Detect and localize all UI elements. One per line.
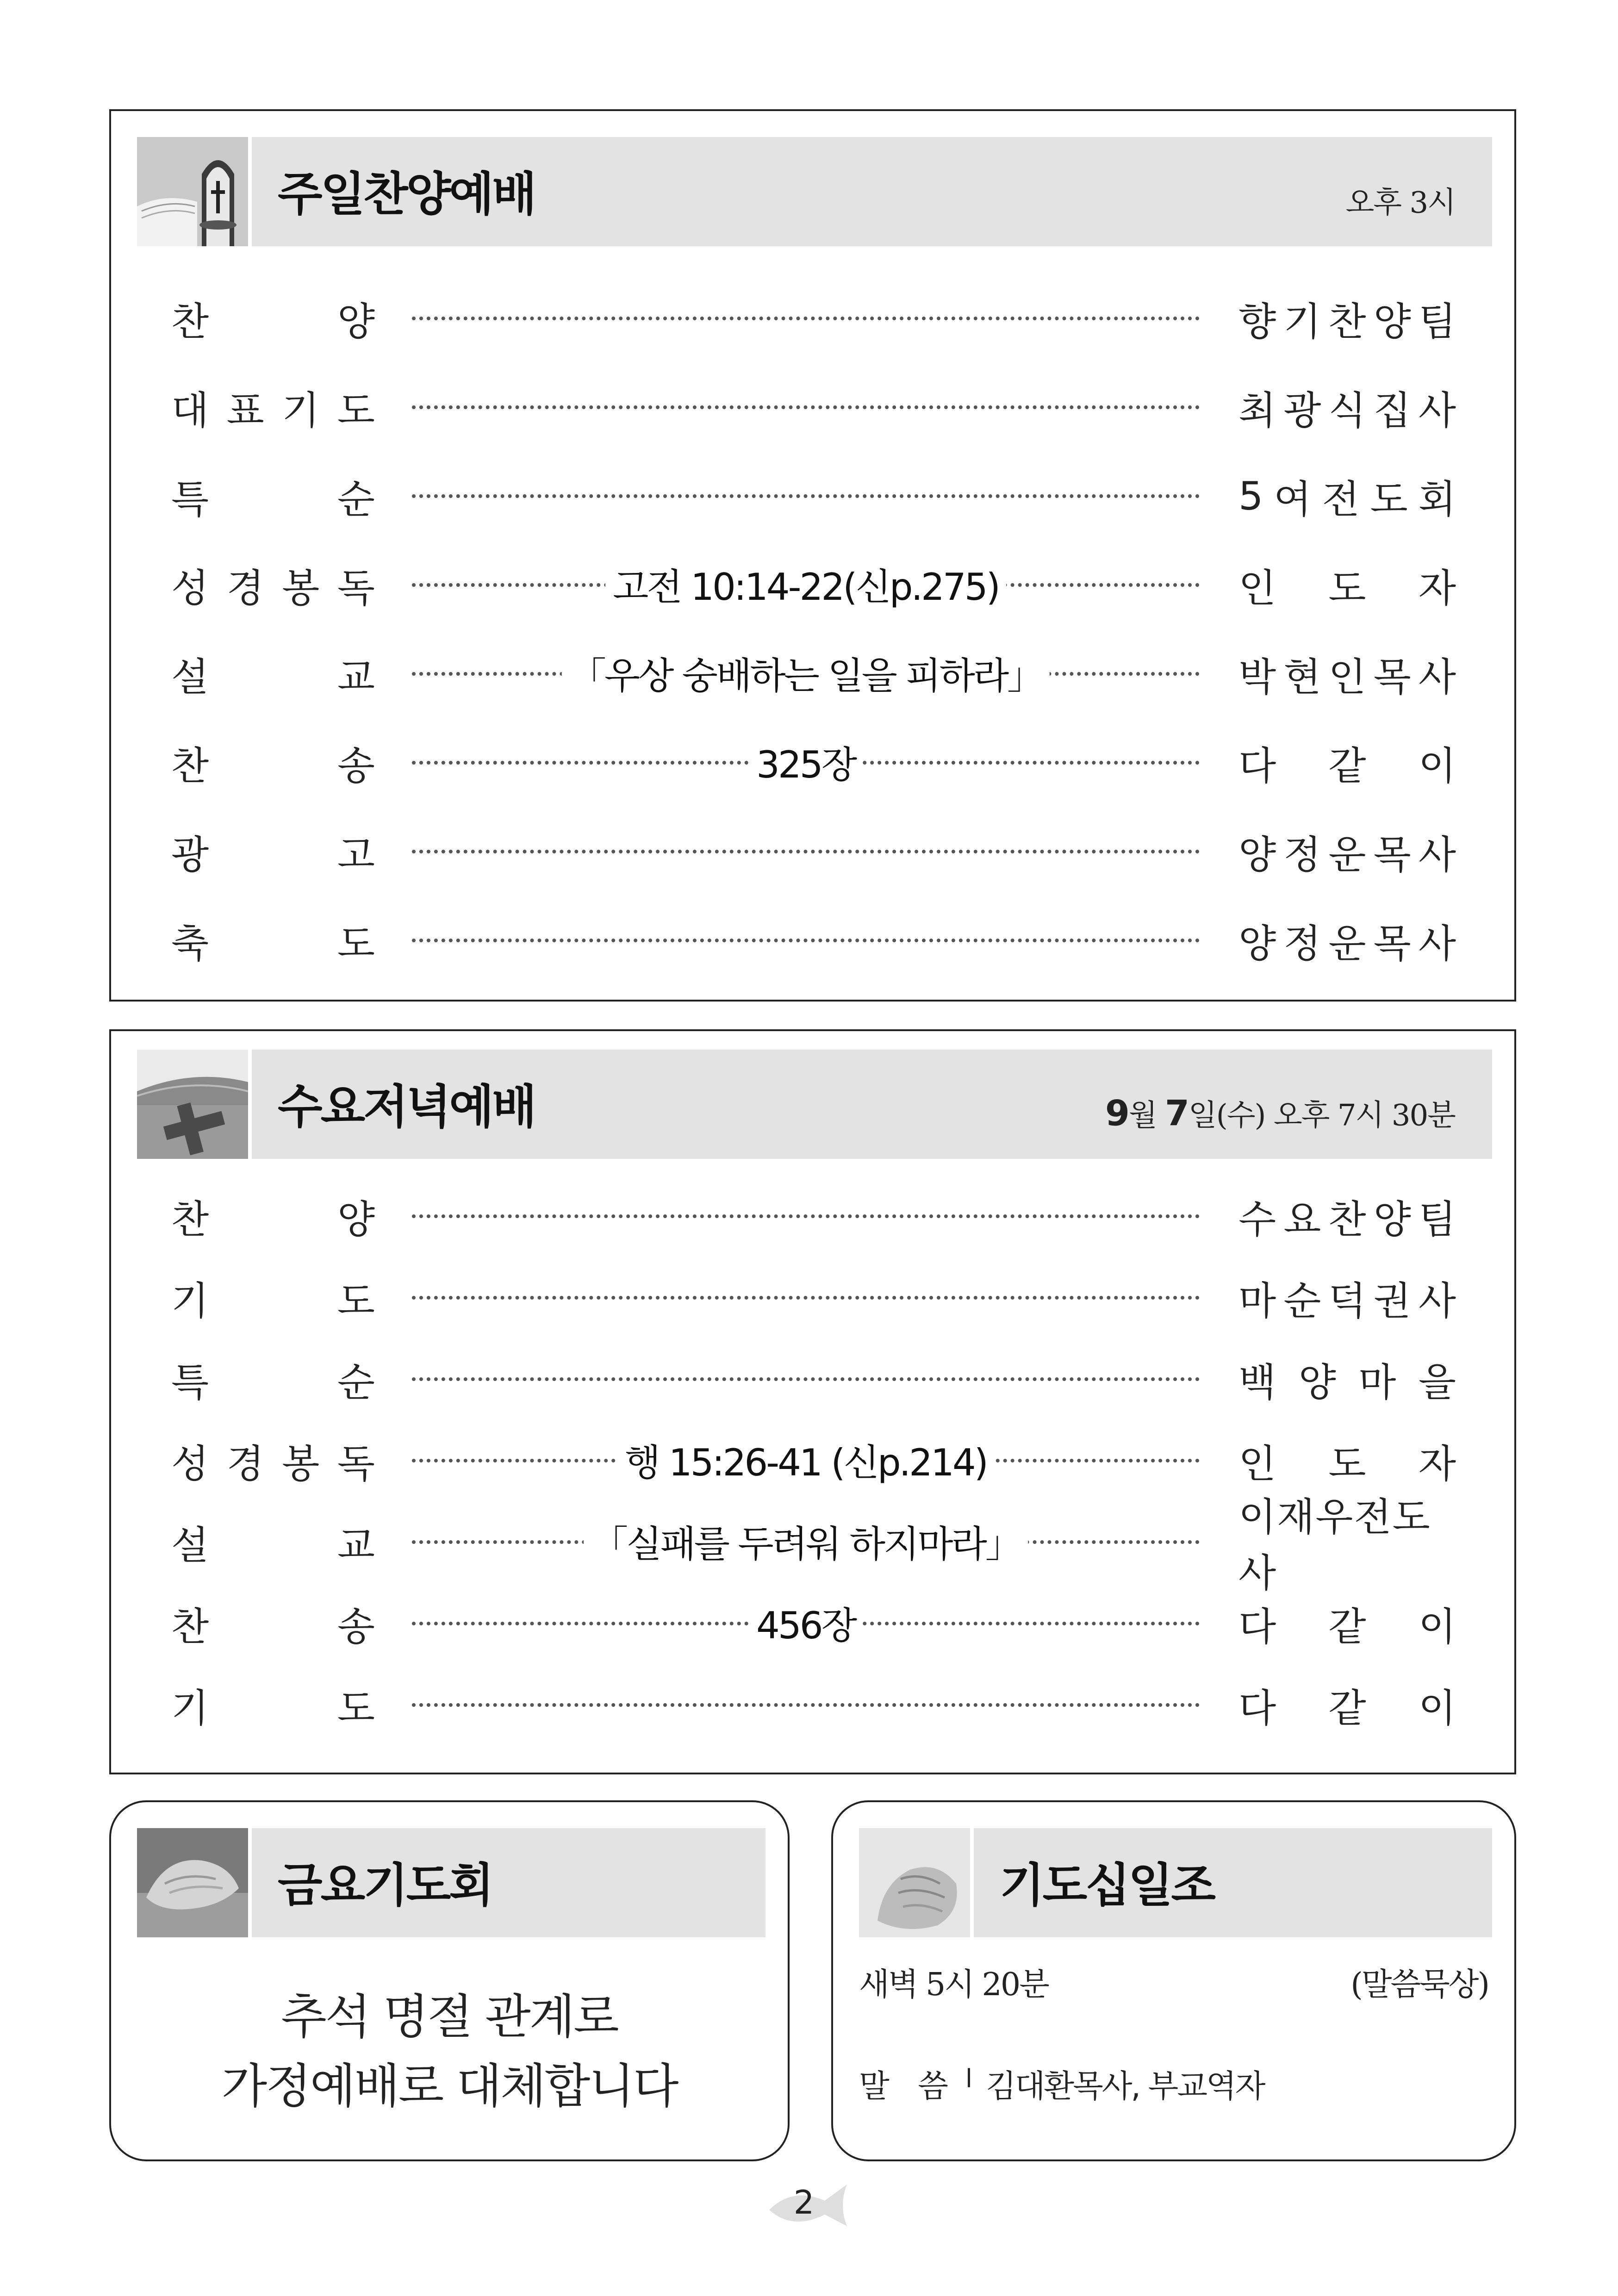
order-label-char: 봉	[282, 565, 320, 611]
bible-candle-photo	[137, 137, 248, 246]
dotted-leader	[412, 850, 1200, 853]
order-detail: 고전 10:14-22(신p.275)	[605, 557, 1006, 610]
order-leader-char: 식	[1328, 387, 1366, 433]
order-label	[171, 646, 375, 702]
order-leader-char: 현	[1283, 654, 1321, 700]
order-leader-char: 순	[1283, 1278, 1321, 1324]
sunday-service-box	[109, 109, 1516, 1002]
order-label-char: 기	[171, 1685, 209, 1731]
tithe-word-label: 말 씀	[859, 2068, 958, 2105]
order-label-char: 설	[171, 1522, 209, 1568]
order-row	[111, 824, 1514, 879]
order-leader-char: 찬	[1328, 299, 1366, 344]
order-label	[171, 380, 375, 435]
bible-cross-photo	[137, 1050, 248, 1159]
dotted-leader	[412, 1703, 1200, 1707]
order-label	[171, 1433, 375, 1488]
order-label-char: 양	[337, 1196, 375, 1242]
order-leader-char: 양	[1373, 299, 1411, 344]
order-leader-char: 사	[1418, 921, 1456, 966]
order-label-char: 찬	[171, 1604, 209, 1649]
order-label	[171, 468, 375, 524]
order-row	[111, 913, 1514, 968]
order-label-char: 설	[171, 654, 209, 700]
friday-notice-line1: 추석 명절 관계로	[281, 1990, 618, 2045]
order-label-char: 찬	[171, 1196, 209, 1242]
order-leader: 이재우전도사	[1238, 1494, 1431, 1596]
order-leader-char: 목	[1373, 921, 1411, 966]
order-label-char: 기	[282, 387, 320, 433]
order-row	[111, 291, 1514, 346]
order-leader-char: 팀	[1418, 1196, 1456, 1242]
order-leader-char: 운	[1328, 921, 1366, 966]
order-leader	[1238, 1188, 1456, 1244]
order-leader-char: 다	[1238, 743, 1276, 789]
order-label-char: 경	[226, 565, 264, 611]
wednesday-service-box	[109, 1029, 1516, 1774]
order-label-char: 특	[171, 1359, 209, 1405]
order-leader-char: 권	[1373, 1278, 1411, 1324]
order-label-char: 양	[337, 299, 375, 344]
order-label-char: 송	[337, 743, 375, 789]
order-row	[111, 1270, 1514, 1325]
order-detail: 456장	[749, 1596, 863, 1649]
order-leader-char: 인	[1238, 565, 1276, 611]
order-leader-char: 여	[1274, 476, 1312, 522]
order-label-char: 송	[337, 1604, 375, 1649]
order-label-char: 찬	[171, 299, 209, 344]
order-row	[111, 1677, 1514, 1733]
order-leader-char: 목	[1373, 654, 1411, 700]
order-leader	[1238, 1596, 1456, 1651]
order-leader-char: 집	[1373, 387, 1411, 433]
order-leader-char: 덕	[1328, 1278, 1366, 1324]
order-label-char: 도	[337, 921, 375, 966]
order-leader	[1238, 380, 1456, 435]
folded-hands-photo	[859, 1828, 970, 1937]
order-row	[111, 1433, 1514, 1488]
friday-notice-line2: 가정예배로 대체합니다	[221, 2059, 678, 2114]
order-leader-char: 백	[1238, 1359, 1276, 1405]
order-label	[171, 291, 375, 346]
friday-prayer-box	[109, 1800, 790, 2161]
order-label	[171, 557, 375, 613]
order-leader-char: 전	[1322, 476, 1360, 522]
order-leader-char: 도	[1370, 476, 1408, 522]
order-leader-char: 회	[1418, 476, 1456, 522]
order-label-char: 표	[226, 387, 264, 433]
wednesday-month-unit: 월	[1128, 1098, 1157, 1133]
tithe-header	[974, 1828, 1492, 1937]
order-row	[111, 646, 1514, 702]
order-leader	[1238, 557, 1456, 613]
sunday-title: 주일찬양예배	[278, 167, 535, 222]
order-leader-char: 광	[1283, 387, 1321, 433]
order-label-char: 대	[171, 387, 209, 433]
order-label-char: 봉	[282, 1441, 320, 1487]
order-detail: 325장	[749, 735, 863, 788]
tithe-title: 기도십일조	[1000, 1858, 1214, 1913]
wednesday-header	[252, 1050, 1492, 1159]
dotted-leader	[412, 1377, 1200, 1381]
order-label-char: 교	[337, 1522, 375, 1568]
wednesday-time	[1105, 1091, 1455, 1134]
order-leader-char: 을	[1418, 1359, 1456, 1405]
order-leader-char: 이	[1418, 1685, 1456, 1731]
order-label	[171, 1270, 375, 1325]
order-label	[171, 1514, 375, 1570]
order-label-char: 도	[337, 1685, 375, 1731]
order-label-char: 특	[171, 476, 209, 522]
order-label-char: 성	[171, 1441, 209, 1487]
order-leader-char: 박	[1238, 654, 1276, 700]
order-leader-char: 양	[1238, 921, 1276, 966]
order-leader-char: 운	[1328, 832, 1366, 877]
tithe-separator: l	[965, 2064, 971, 2093]
order-leader	[1238, 291, 1456, 346]
order-leader-char: 마	[1358, 1359, 1396, 1405]
order-leader-char: 다	[1238, 1685, 1276, 1731]
order-detail: 「실패를 두려워 하지마라」	[584, 1514, 1028, 1568]
order-label-char: 성	[171, 565, 209, 611]
order-leader	[1238, 646, 1456, 702]
prayer-tithe-box	[831, 1800, 1516, 2161]
order-leader-char: 수	[1238, 1196, 1276, 1242]
order-leader-char: 같	[1328, 1604, 1366, 1649]
order-label	[171, 824, 375, 879]
order-row	[111, 557, 1514, 613]
dotted-leader	[412, 494, 1200, 498]
wednesday-month: 9	[1105, 1092, 1129, 1134]
order-leader-char: 양	[1238, 832, 1276, 877]
page-number: 2	[793, 2184, 815, 2221]
order-leader-char: 도	[1328, 1441, 1366, 1487]
order-leader-char: 요	[1283, 1196, 1321, 1242]
tithe-speakers: 김대환목사, 부교역자	[986, 2068, 1264, 2105]
order-leader-char: 같	[1328, 743, 1366, 789]
order-leader-char: 사	[1418, 1278, 1456, 1324]
order-leader-char: 5	[1238, 473, 1263, 519]
order-label	[171, 1351, 375, 1407]
order-label-char: 순	[337, 476, 375, 522]
order-label-char: 찬	[171, 743, 209, 789]
order-row	[111, 1188, 1514, 1244]
order-leader-char: 이	[1418, 1604, 1456, 1649]
order-leader-char: 향	[1238, 299, 1276, 344]
order-leader-char: 인	[1328, 654, 1366, 700]
order-leader	[1238, 824, 1456, 879]
order-leader-char: 정	[1283, 832, 1321, 877]
order-leader-char: 사	[1418, 832, 1456, 877]
order-label-char: 독	[337, 1441, 375, 1487]
order-label-char: 축	[171, 921, 209, 966]
order-leader-char: 최	[1238, 387, 1276, 433]
order-label-char: 교	[337, 654, 375, 700]
order-leader-char: 인	[1238, 1441, 1276, 1487]
order-label	[171, 1596, 375, 1651]
dotted-leader	[412, 1214, 1200, 1218]
order-label-char: 경	[226, 1441, 264, 1487]
page-number-fish	[765, 2175, 853, 2235]
order-leader-char: 팀	[1418, 299, 1456, 344]
order-detail: 행 15:26-41 (신p.214)	[617, 1433, 994, 1486]
order-leader-char: 찬	[1328, 1196, 1366, 1242]
friday-title: 금요기도회	[278, 1858, 492, 1913]
order-row	[111, 1596, 1514, 1651]
tithe-note: (말씀묵상)	[1350, 1966, 1488, 2003]
friday-header	[252, 1828, 765, 1937]
tithe-time: 새벽 5시 20분	[859, 1966, 1048, 2003]
order-leader-char: 기	[1283, 299, 1321, 344]
wednesday-day-rest: 일(수) 오후 7시 30분	[1188, 1098, 1455, 1133]
dotted-leader	[412, 1296, 1200, 1300]
praying-hands-photo	[137, 1828, 248, 1937]
order-row	[111, 1351, 1514, 1407]
order-leader-char: 이	[1418, 743, 1456, 789]
order-label	[171, 1677, 375, 1733]
order-row	[111, 735, 1514, 790]
order-leader-char: 양	[1298, 1359, 1336, 1405]
order-label	[171, 913, 375, 968]
order-row	[111, 1494, 1514, 1596]
order-leader	[1238, 1677, 1456, 1733]
order-label-char: 광	[171, 832, 209, 877]
order-leader-char: 다	[1238, 1604, 1276, 1649]
order-leader-char: 정	[1283, 921, 1321, 966]
order-leader-char: 사	[1418, 387, 1456, 433]
order-label-char: 도	[337, 387, 375, 433]
order-label	[171, 1188, 375, 1244]
order-leader	[1238, 1433, 1456, 1488]
order-leader	[1238, 1351, 1456, 1407]
order-row	[111, 468, 1514, 524]
order-leader-char: 양	[1373, 1196, 1411, 1242]
order-leader	[1238, 468, 1456, 524]
dotted-leader	[412, 405, 1200, 409]
dotted-leader	[412, 317, 1200, 320]
wednesday-title: 수요저녁예배	[278, 1080, 535, 1134]
order-label-char: 고	[337, 832, 375, 877]
order-leader	[1238, 735, 1456, 790]
order-leader-char: 도	[1328, 565, 1366, 611]
order-leader-char: 자	[1418, 1441, 1456, 1487]
order-leader-char: 자	[1418, 565, 1456, 611]
dotted-leader	[412, 939, 1200, 942]
sunday-time: 오후 3시	[1345, 186, 1455, 220]
order-label-char: 독	[337, 565, 375, 611]
order-detail: 「우상 숭배하는 일을 피하라」	[562, 646, 1050, 699]
order-leader-char: 목	[1373, 832, 1411, 877]
wednesday-day: 7	[1165, 1092, 1189, 1134]
order-label-char: 기	[171, 1278, 209, 1324]
order-leader-char: 마	[1238, 1278, 1276, 1324]
order-leader	[1238, 1270, 1456, 1325]
order-row	[111, 380, 1514, 435]
sunday-header	[252, 137, 1492, 246]
order-leader	[1238, 913, 1456, 968]
order-label-char: 도	[337, 1278, 375, 1324]
order-leader-char: 사	[1418, 654, 1456, 700]
order-label	[171, 735, 375, 790]
order-label-char: 순	[337, 1359, 375, 1405]
order-leader-char: 같	[1328, 1685, 1366, 1731]
